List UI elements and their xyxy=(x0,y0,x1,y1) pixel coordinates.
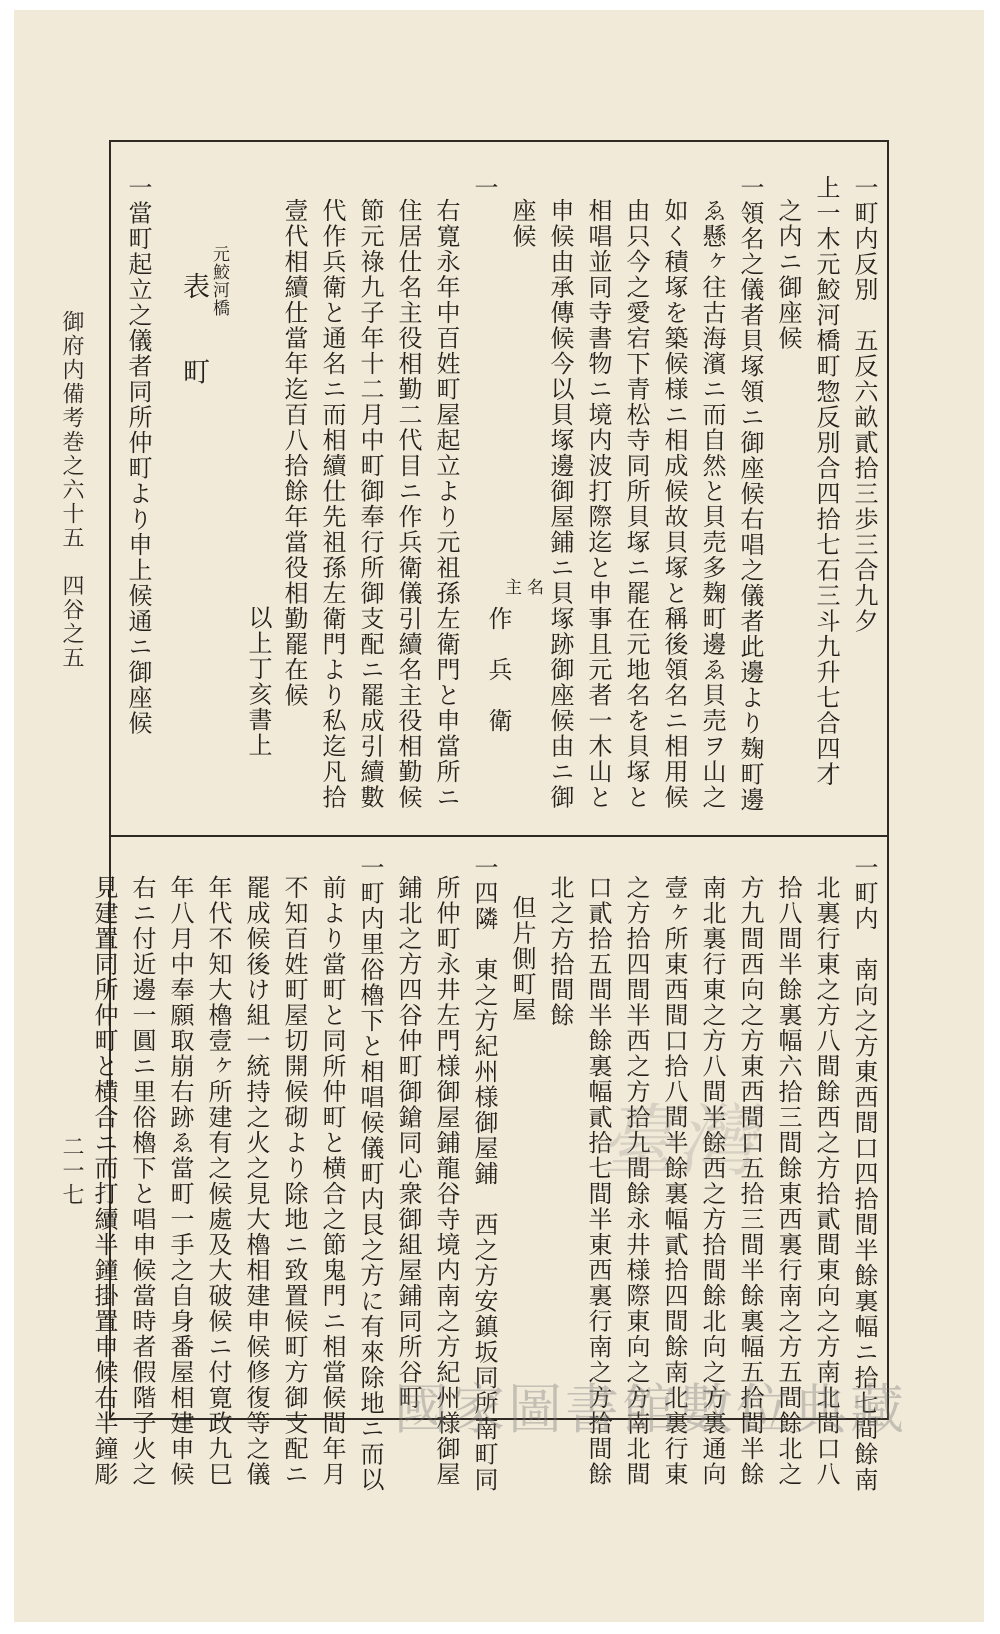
upper-col-1: 一町内反別 五反六畝貳拾三歩三合九夕 xyxy=(850,175,878,634)
section-divider xyxy=(109,835,889,837)
lower-col-4: 方九間西向之方東西間口五拾三間半餘裏幅五拾間半餘 xyxy=(736,875,764,1487)
lower-col-7: 之方拾四間半西之方拾九間餘永井様際東向之方南北間 xyxy=(622,875,650,1487)
subheading: 表 町 xyxy=(178,272,209,386)
lower-col-18: 不知百姓町屋切開候砌より除地ニ致置候町方御支配ニ xyxy=(280,875,308,1487)
signature-role-bottom: 名 xyxy=(523,578,543,596)
postscript: 以上丁亥書上 xyxy=(244,605,272,758)
lower-col-9: 北之方拾間餘 xyxy=(546,875,574,1028)
lower-col-13: 一四隣 東之方紀州様御屋鋪 西之方安鎮坂同所南町同 xyxy=(470,855,498,1493)
upper-col-12: 右寛永年中百姓町屋起立より元祖孫左衛門と申當所ニ xyxy=(432,198,460,810)
upper-col-11: 一 xyxy=(470,175,498,201)
lower-col-1: 一町内 南向之方東西間口四拾間半餘裏幅ニ拾七間餘南 xyxy=(850,855,878,1493)
lower-col-2: 北裏行東之方八間餘西之方拾貳間東向之方南北間口八 xyxy=(812,875,840,1487)
upper-col-last: 一當町起立之儀者同所仲町より申上候通ニ御座候 xyxy=(124,175,152,736)
upper-col-16: 壹代相續仕當年迄百八拾餘年當役相勤罷在候 xyxy=(280,198,308,708)
lower-col-23: 見建置同所仲町と横合ニ而打續半鐘掛置申候右半鐘彫 xyxy=(90,875,118,1487)
running-title: 御府内備考巻之六十五 四谷之五 xyxy=(59,310,84,670)
lower-col-22: 右ニ付近邊一圓ニ里俗櫓下と唱申候當時者假階子火之 xyxy=(128,875,156,1487)
upper-col-4: 一領名之儀者貝塚領ニ御座候右唱之儀者此邊より麹町邊 xyxy=(736,175,764,813)
lower-col-21: 年八月中奉願取崩右跡ゑ當町一手之自身番屋相建申候 xyxy=(166,875,194,1487)
subheading-small: 元鮫河橋 xyxy=(209,245,229,317)
lower-col-14: 所仲町永井左門様御屋鋪龍谷寺境内南之方紀州様御屋 xyxy=(432,875,460,1487)
upper-col-2: 上一木元鮫河橋町惣反別合四拾七石三斗九升七合四才 xyxy=(812,175,840,787)
upper-col-13: 住居仕名主役相勤二代目ニ作兵衛儀引續名主役相勤候 xyxy=(394,198,422,810)
lower-col-20: 年代不知大櫓壹ヶ所建有之候處及大破候ニ付寛政九巳 xyxy=(204,875,232,1487)
upper-col-3: 之内ニ御座候 xyxy=(774,198,802,351)
upper-col-14: 節元祿九子年十二月中町御奉行所御支配ニ罷成引續數 xyxy=(356,198,384,810)
upper-col-10: 座候 xyxy=(508,198,536,249)
lower-col-5: 南北裏行東之方八間半餘西之方拾間餘北向之方裏通向 xyxy=(698,875,726,1487)
lower-col-11: 但片側町屋 xyxy=(508,895,536,1023)
signature-name: 作 兵 衛 xyxy=(484,606,512,734)
lower-col-17: 前より當町と同所仲町と横合之節鬼門ニ相當候間年月 xyxy=(318,875,346,1487)
lower-col-16: 一町内里俗櫓下と相唱候儀町内艮之方に有來除地ニ而以 xyxy=(356,855,384,1493)
upper-col-9: 申候由承傳候今以貝塚邊御屋鋪ニ貝塚跡御座候由ニ御 xyxy=(546,198,574,810)
lower-col-8: 口貳拾五間半餘裏幅貳拾七間半東西裏行南之方拾間餘 xyxy=(584,875,612,1487)
lower-col-19: 罷成候後け組一統持之火之見大櫓相建申候修復等之儀 xyxy=(242,875,270,1487)
library-watermark: 國家圖書館數位典藏 xyxy=(394,1378,907,1441)
lower-col-15: 鋪北之方四谷仲町御鎗同心衆御組屋鋪同所谷町 xyxy=(394,875,422,1411)
upper-col-8: 相唱並同寺書物ニ境内波打際迄と申事且元者一木山と xyxy=(584,198,612,810)
upper-col-5: ゑ懸ヶ往古海濱ニ而自然と貝売多麹町邊ゑ貝売ヲ山之 xyxy=(698,198,726,810)
upper-col-15: 代作兵衛と通名ニ而相續仕先祖孫左衛門より私迄凡拾 xyxy=(318,198,346,810)
book-page xyxy=(14,10,984,1622)
upper-col-7: 由只今之愛宕下青松寺同所貝塚ニ罷在元地名を貝塚と xyxy=(622,198,650,810)
page-number: 二一七 xyxy=(59,1135,84,1207)
lower-col-6: 壹ヶ所東西間口拾八間半餘裏幅貳拾四間餘南北裏行東 xyxy=(660,875,688,1487)
signature-role-top: 主 xyxy=(501,578,521,596)
upper-col-6: 如く積塚を築候様ニ相成候故貝塚と稱後領名ニ相用候 xyxy=(660,198,688,810)
library-seal: 臺灣 xyxy=(599,1097,756,1187)
lower-col-3: 拾八間半餘裏幅六拾三間餘東西裏行南之方五間餘北之 xyxy=(774,875,802,1487)
